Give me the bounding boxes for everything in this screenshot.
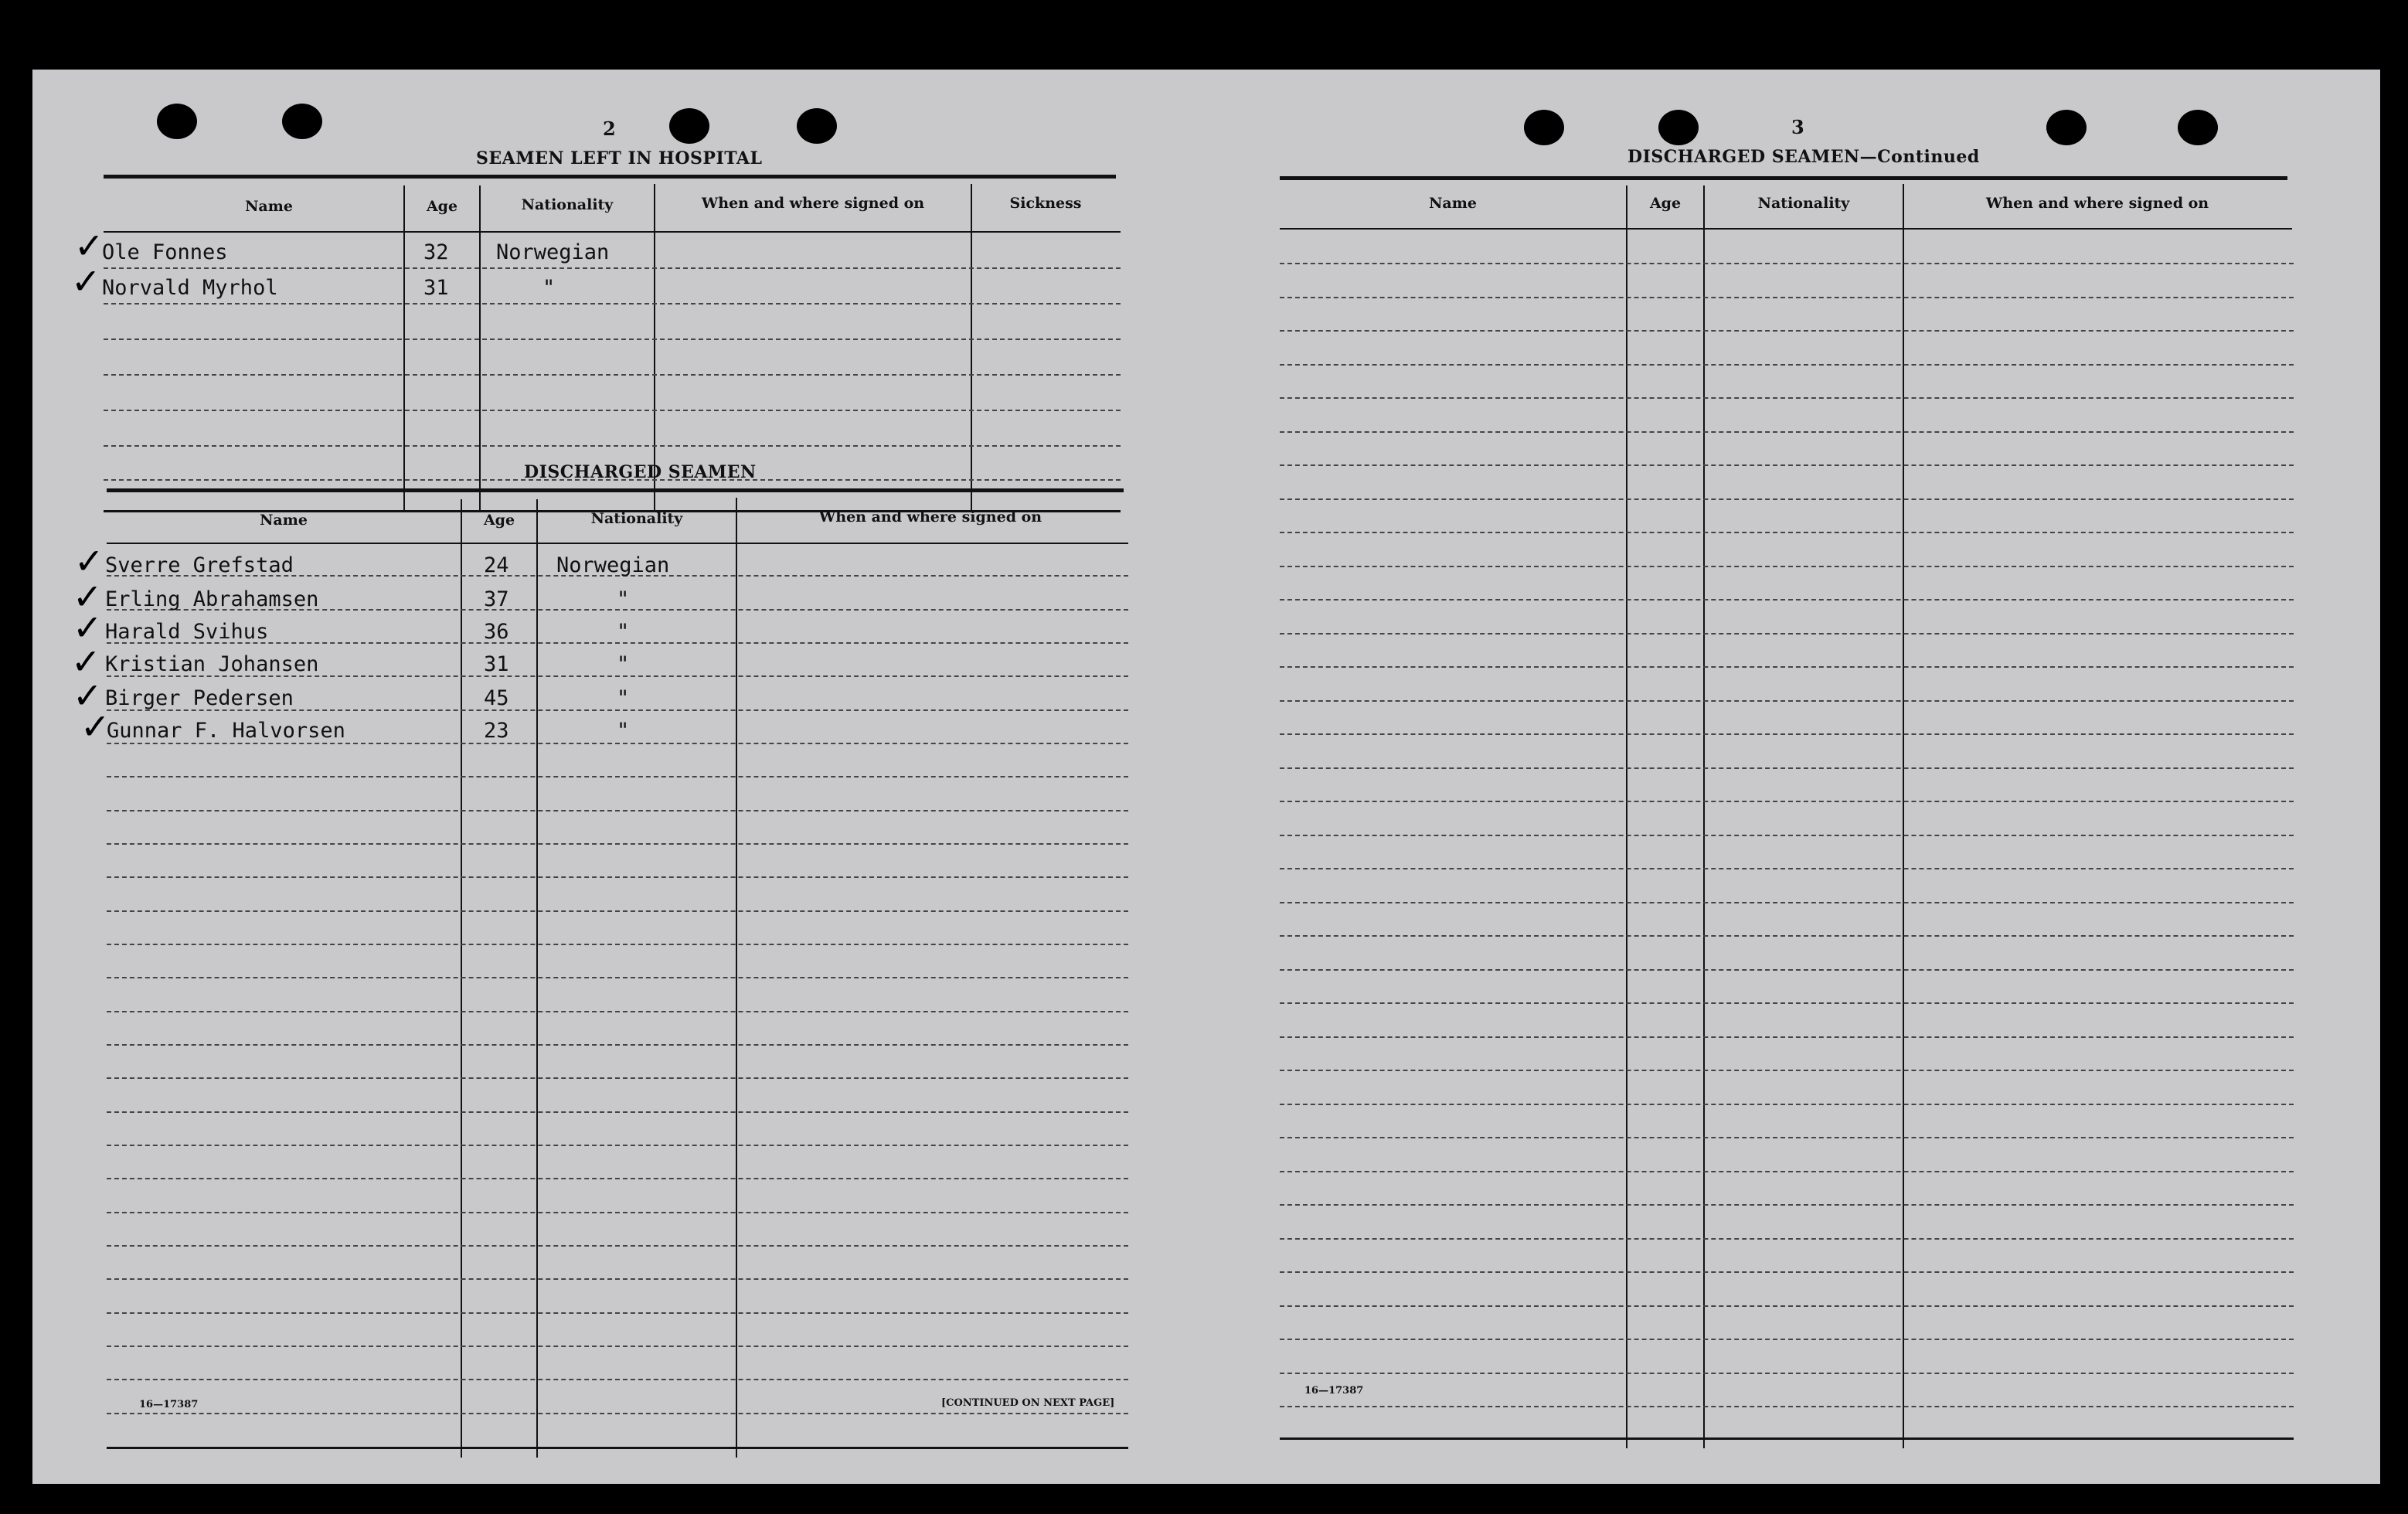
row-line [104,339,1121,340]
row-line [1280,532,2294,533]
row-line [107,1278,1128,1280]
row-line [1280,464,2294,466]
discharged-nationality-cell: " [617,719,630,743]
column-divider [403,185,405,510]
row-line [107,1212,1128,1213]
row-line [107,1379,1128,1380]
discharged-age-cell: 24 [484,553,509,577]
discharged-age-cell: 23 [484,719,509,743]
discharged-nationality-cell: " [617,587,630,611]
discharged-name-cell: Erling Abrahamsen [105,587,319,611]
check-mark-icon: ✓ [73,576,103,618]
discharged-age-cell: 45 [484,686,509,710]
column-header-name: Name [260,512,308,529]
discharged-name-cell: Kristian Johansen [105,652,319,676]
table-top-rule [104,175,1116,179]
row-line [107,1077,1128,1079]
binder-hole [282,104,322,139]
column-divider [1626,185,1627,1448]
row-line [1280,666,2294,668]
row-line [1280,1305,2294,1307]
hospital-age-cell: 32 [423,240,449,264]
row-line [104,303,1121,305]
row-line [1280,1002,2294,1004]
table-top-rule [107,488,1124,492]
column-header-name: Name [1429,195,1477,212]
row-line [1280,868,2294,869]
row-line [1280,599,2294,600]
row-line [1280,902,2294,903]
row-line [1280,835,2294,836]
document-sheet [32,70,2380,1484]
table-bottom-rule [107,1447,1128,1449]
row-line [104,410,1121,411]
row-line [107,1111,1128,1113]
column-header-sickness: Sickness [1009,195,1082,212]
binder-hole [797,108,837,144]
row-line [1280,767,2294,769]
discharged-name-cell: Harald Svihus [105,620,269,644]
row-line [1280,1104,2294,1105]
discharged-nationality-cell: " [617,686,630,710]
column-divider [971,184,972,510]
section-title-hospital: SEAMEN LEFT IN HOSPITAL [476,148,763,168]
column-divider [1703,185,1705,1448]
discharged-nationality-cell: " [617,620,630,644]
row-line [107,1044,1128,1046]
discharged-name-cell: Birger Pedersen [105,686,294,710]
table-top-rule [1280,176,2287,180]
row-line [107,1145,1128,1146]
column-header-name: Name [245,198,293,215]
form-number: 16—17387 [1304,1385,1364,1397]
discharged-name-cell: Gunnar F. Halvorsen [107,719,345,743]
hospital-age-cell: 31 [423,276,449,300]
row-line [107,776,1128,777]
row-line [1280,935,2294,937]
discharged-age-cell: 31 [484,652,509,676]
check-mark-icon: ✓ [73,607,103,648]
continued-note: [CONTINUED ON NEXT PAGE] [941,1397,1115,1409]
row-line [107,1178,1128,1179]
row-line [107,1312,1128,1314]
page-number: 3 [1791,116,1804,138]
column-header-age: Age [483,512,515,529]
column-divider [479,185,481,510]
row-line [1280,1137,2294,1138]
check-mark-icon: ✓ [73,675,103,716]
binder-hole [2046,110,2087,145]
row-line [107,1346,1128,1347]
row-line [107,1245,1128,1247]
row-line [1280,297,2294,298]
row-line [1280,969,2294,971]
column-header-age: Age [1649,195,1682,212]
column-header-nationality: Nationality [590,510,683,527]
row-line [1280,1271,2294,1273]
row-line [1280,431,2294,433]
row-line [1280,263,2294,264]
binder-hole [157,104,197,139]
row-line [1280,1036,2294,1038]
column-divider [654,184,655,510]
row-line [107,743,1128,744]
row-line [1280,566,2294,567]
row-line [107,977,1128,978]
row-line [107,810,1128,811]
hospital-nationality-cell: " [542,276,556,300]
row-line [1280,1171,2294,1172]
row-line [1280,330,2294,332]
binder-hole [669,108,709,144]
check-mark-icon: ✓ [71,260,101,302]
discharged-nationality-cell: " [617,652,630,676]
row-line [107,944,1128,945]
row-line [1280,1373,2294,1374]
form-number: 16—17387 [139,1399,199,1410]
row-line [1280,397,2294,399]
row-line [1280,1406,2294,1407]
check-mark-icon: ✓ [74,225,104,267]
row-line [1280,733,2294,735]
column-header-nationality: Nationality [1757,195,1850,212]
row-line [1280,1204,2294,1206]
row-line [1280,1238,2294,1240]
row-line [1280,1339,2294,1340]
check-mark-icon: ✓ [80,706,111,747]
check-mark-icon: ✓ [71,641,101,682]
row-line [107,1011,1128,1012]
page-number: 2 [603,117,616,140]
discharged-name-cell: Sverre Grefstad [105,553,294,577]
discharged-nationality-cell: Norwegian [556,553,670,577]
hospital-name-cell: Norvald Myrhol [102,276,278,300]
row-line [107,843,1128,845]
table-bottom-rule [1280,1437,2294,1440]
row-line [1280,700,2294,702]
check-mark-icon: ✓ [74,540,104,582]
row-line [1280,1070,2294,1071]
row-line [1280,801,2294,802]
column-header-signed-on: When and where signed on [701,195,925,212]
row-line [107,910,1128,912]
row-line [104,267,1121,269]
row-line [104,445,1121,447]
column-header-signed-on: When and where signed on [1985,195,2209,212]
row-line [1280,633,2294,635]
header-rule [104,231,1121,233]
discharged-age-cell: 36 [484,620,509,644]
binder-hole [1658,110,1699,145]
hospital-name-cell: Ole Fonnes [102,240,228,264]
column-header-nationality: Nationality [521,196,614,213]
header-rule [107,543,1128,544]
row-line [1280,498,2294,500]
row-line [1280,364,2294,366]
binder-hole [1524,110,1564,145]
binder-hole [2178,110,2218,145]
column-header-signed-on: When and where signed on [818,509,1042,526]
column-header-age: Age [426,198,458,215]
hospital-nationality-cell: Norwegian [496,240,610,264]
section-title-discharged-continued: DISCHARGED SEAMEN—Continued [1627,147,1980,167]
header-rule [1280,228,2292,230]
row-line [104,374,1121,376]
row-line [107,876,1128,878]
section-title-discharged: DISCHARGED SEAMEN [524,462,757,482]
row-line [107,1413,1128,1414]
column-divider [1903,184,1904,1448]
discharged-age-cell: 37 [484,587,509,611]
